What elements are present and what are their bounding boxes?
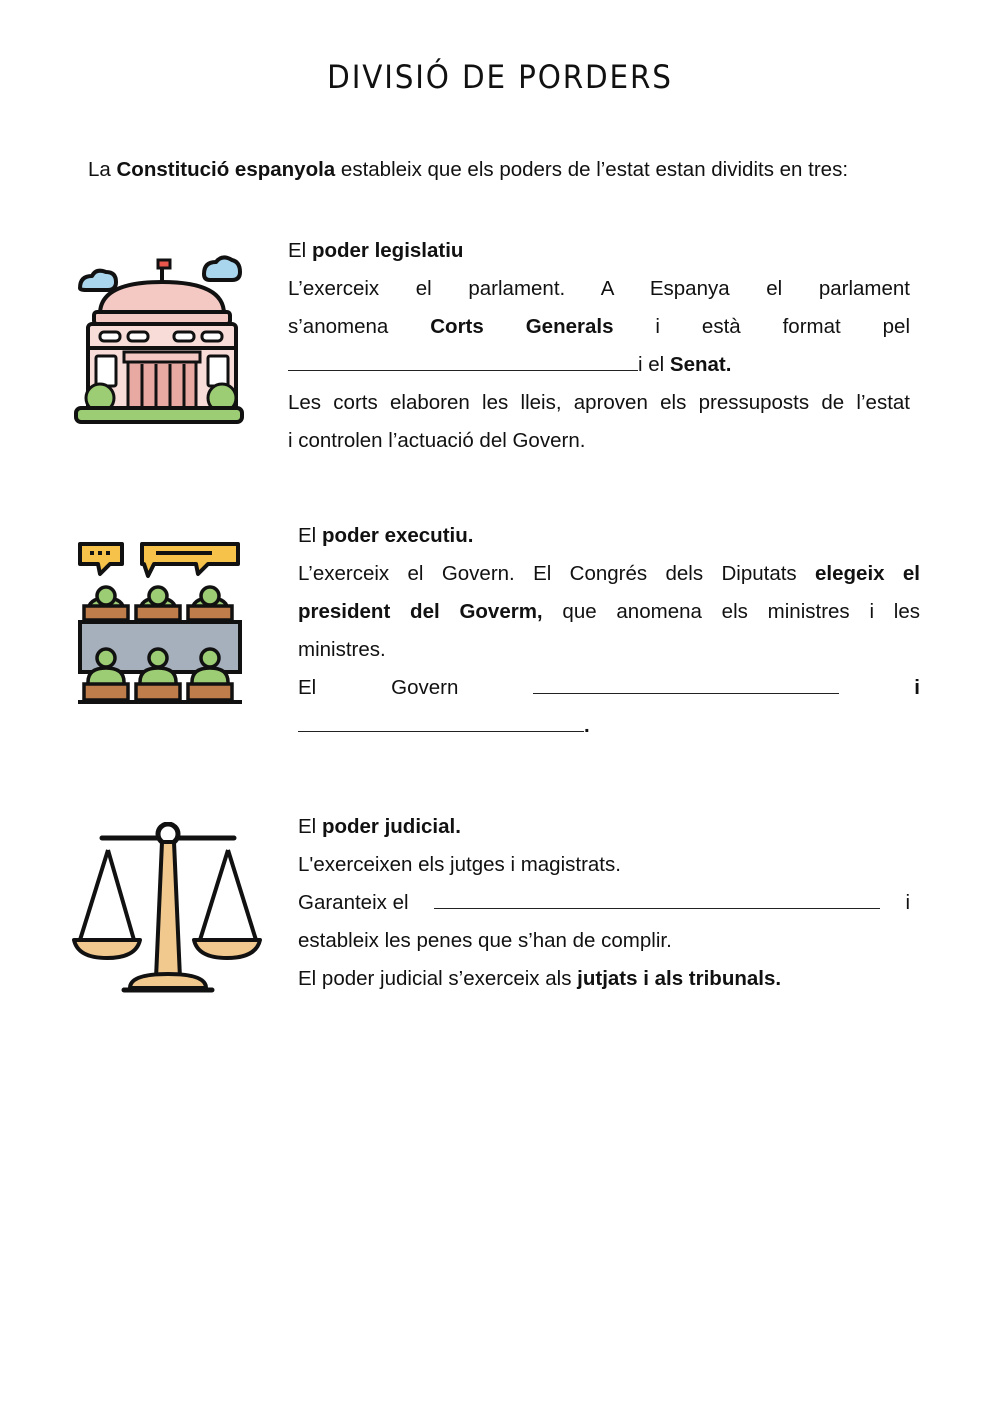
- executiu-heading: El poder executiu.: [298, 524, 474, 547]
- fill-in-blank-judicial[interactable]: [434, 888, 880, 909]
- executiu-line-4: El Govern i: [298, 669, 920, 707]
- legislatiu-line-4: Les corts elaboren les lleis, aproven els pressuposts de l’estat: [288, 391, 910, 414]
- executiu-line-1: L’exerceix el Govern. El Congrés dels Diputats elegeix el: [298, 562, 920, 585]
- judicial-line-2: Garanteix el i: [298, 884, 910, 922]
- government-meeting-icon: [76, 540, 244, 708]
- legislatiu-heading: El poder legislatiu: [288, 239, 464, 262]
- judicial-line-3: estableix les penes que s’han de complir.: [298, 929, 672, 952]
- executiu-line-3: ministres.: [298, 638, 386, 661]
- intro-text: La Constitució espanyola estableix que els poders de l’estat estan dividits en tres:: [88, 158, 849, 181]
- legislatiu-line-5: i controlen l’actuació del Govern.: [288, 429, 586, 452]
- parliament-building-icon: [72, 252, 246, 428]
- page-title: DIVISIÓ DE PORDERS: [327, 58, 673, 96]
- legislatiu-line-2: s’anomena Corts Generals i està format pel: [288, 315, 910, 338]
- legislatiu-line-1: L’exerceix el parlament. A Espanya el parlament: [288, 277, 910, 300]
- legislatiu-line-3: i el Senat.: [288, 346, 910, 384]
- executiu-line-5: .: [298, 707, 920, 745]
- judicial-line-1: L'exerceixen els jutges i magistrats.: [298, 853, 621, 876]
- fill-in-blank-congres[interactable]: [288, 350, 638, 371]
- judicial-line-4: El poder judicial s’exerceix als jutjats i als tribunals.: [298, 967, 782, 990]
- fill-in-blank-govern-2[interactable]: [298, 711, 584, 732]
- justice-scale-icon: [72, 822, 264, 998]
- judicial-heading: El poder judicial.: [298, 815, 461, 838]
- fill-in-blank-govern-1[interactable]: [533, 673, 839, 694]
- executiu-line-2: president del Goverm, que anomena els ministres i les: [298, 600, 921, 623]
